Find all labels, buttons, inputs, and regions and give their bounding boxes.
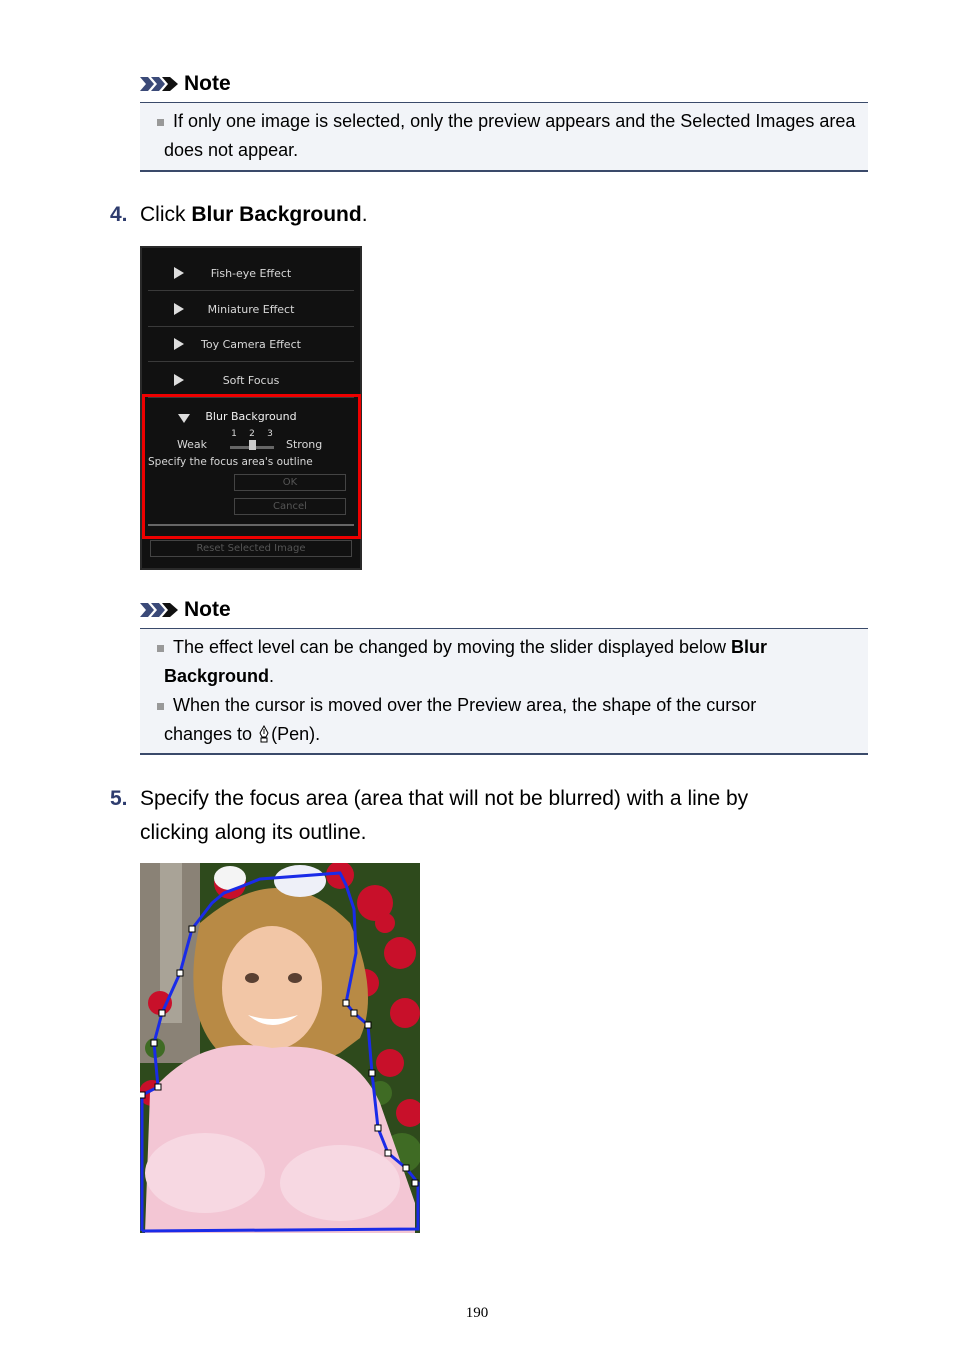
weak-label: Weak: [176, 438, 208, 451]
focus-area-photo: [140, 863, 420, 1233]
note-header: [140, 72, 231, 96]
note-bold-text: Background: [164, 666, 270, 686]
note-title: Note: [184, 598, 231, 621]
cancel-button[interactable]: Cancel: [234, 498, 346, 515]
tick-label: 1: [231, 429, 237, 439]
note-text: If only one image is selected, only the preview appears and the Selected Images area does not appear.: [164, 111, 856, 160]
note-item: [164, 633, 858, 691]
girl-photo-image: [140, 863, 420, 1233]
step-number: 5.: [110, 787, 128, 810]
panel-item-label: Soft Focus: [222, 373, 280, 387]
step-number: 4.: [110, 203, 128, 226]
panel-item-label: Miniature Effect: [207, 302, 295, 316]
note-text: (Pen).: [271, 724, 321, 744]
note-header: [140, 598, 231, 622]
highlight-frame: [142, 394, 361, 539]
reset-selected-image-button[interactable]: Reset Selected Image: [150, 540, 352, 557]
bullet-icon: [157, 119, 164, 126]
note-box: [140, 102, 868, 172]
step-text-suffix: .: [361, 203, 368, 226]
note-text: When the cursor is moved over the Preview area, the shape of the cursor: [173, 695, 757, 715]
note-item: [164, 691, 858, 749]
panel-item-toy-camera[interactable]: [148, 327, 354, 362]
note-arrows-icon: [140, 601, 180, 619]
step-text: Specify the focus area (area that will not be blurred) with a line by: [140, 787, 749, 810]
step-text: [140, 198, 368, 232]
effects-panel-screenshot: [140, 246, 362, 570]
note-box: [140, 628, 868, 755]
page-number: 190: [465, 1305, 489, 1321]
panel-item-label: Toy Camera Effect: [201, 337, 301, 351]
note-text: .: [269, 666, 275, 686]
step-text-bold: Blur Background: [191, 203, 362, 226]
pen-icon: [257, 725, 271, 743]
note-text: The effect level can be changed by moving the slider displayed below: [173, 637, 732, 657]
blur-background-title[interactable]: Blur Background: [205, 410, 297, 423]
note-text: changes to: [164, 724, 258, 744]
panel-item-soft-focus[interactable]: [148, 363, 354, 398]
note-title: Note: [184, 72, 231, 95]
ok-button[interactable]: OK: [234, 474, 346, 491]
step-text-prefix: Click: [140, 203, 192, 226]
strong-label: Strong: [286, 438, 323, 451]
bullet-icon: [157, 645, 164, 652]
panel-item-miniature[interactable]: [148, 292, 354, 327]
bullet-icon: [157, 703, 164, 710]
note-arrows-icon: [140, 75, 180, 93]
tick-label: 3: [267, 429, 273, 439]
note-bold-text: Blur: [731, 637, 768, 657]
panel-item-label: Fish-eye Effect: [210, 266, 292, 280]
instruction-text: Specify the focus area's outline: [148, 456, 313, 468]
note-item: [164, 107, 858, 165]
tick-label: 2: [249, 429, 255, 439]
step-text: clicking along its outline.: [140, 821, 367, 844]
panel-item-fish-eye[interactable]: [148, 256, 354, 291]
